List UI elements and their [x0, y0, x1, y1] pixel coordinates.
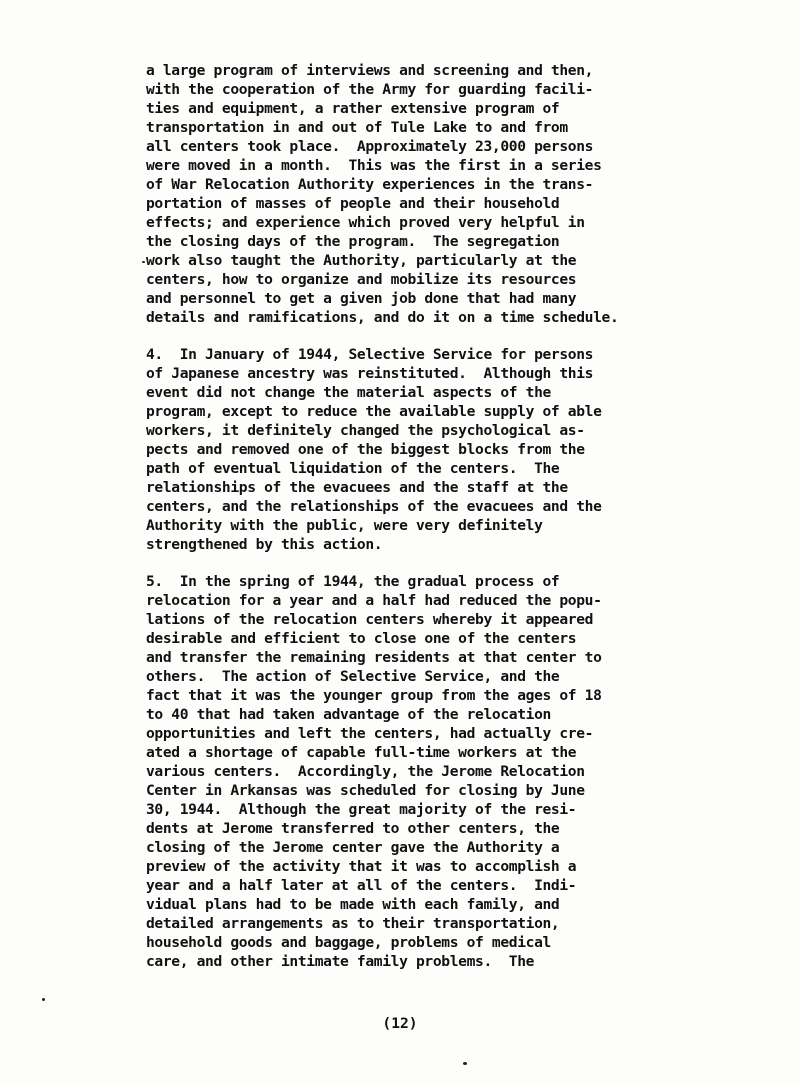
- page-number: (12): [382, 1015, 418, 1032]
- text-line: program, except to reduce the available supply of able: [146, 403, 602, 420]
- text-line: Authority with the public, were very definitely: [146, 517, 543, 534]
- text-line: dents at Jerome transferred to other centers, the: [146, 820, 560, 837]
- text-line: others. The action of Selective Service, and the: [146, 668, 560, 685]
- scan-speck: [42, 998, 45, 1001]
- text-line: lations of the relocation centers whereby it appeared: [146, 611, 594, 628]
- text-line: opportunities and left the centers, had actually cre-: [146, 725, 594, 742]
- text-line: and transfer the remaining residents at that center to: [146, 649, 602, 666]
- text-line: all centers took place. Approximately 23,000 persons: [146, 138, 594, 155]
- text-line: relocation for a year and a half had reduced the popu-: [146, 592, 602, 609]
- text-line: pects and removed one of the biggest blocks from the: [146, 441, 585, 458]
- text-line: ated a shortage of capable full-time workers at the: [146, 744, 577, 761]
- text-line: strengthened by this action.: [146, 536, 383, 553]
- scan-speck: [142, 261, 145, 263]
- text-line: centers, and the relationships of the evacuees and the: [146, 498, 602, 515]
- text-line: various centers. Accordingly, the Jerome Relocation: [146, 763, 585, 780]
- text-line: the closing days of the program. The segregation: [146, 233, 560, 250]
- body-text: [146, 61, 686, 989]
- text-line: work also taught the Authority, particularly at the: [146, 252, 577, 269]
- text-line: workers, it definitely changed the psychological as-: [146, 422, 585, 439]
- scan-speck: [463, 1062, 467, 1065]
- paragraph: [146, 572, 686, 971]
- paragraph: [146, 345, 686, 554]
- text-line: of Japanese ancestry was reinstituted. Although this: [146, 365, 594, 382]
- text-line: fact that it was the younger group from the ages of 18: [146, 687, 602, 704]
- text-line: year and a half later at all of the centers. Indi-: [146, 877, 577, 894]
- text-line: effects; and experience which proved very helpful in: [146, 214, 585, 231]
- text-line: household goods and baggage, problems of medical: [146, 934, 551, 951]
- text-line: 4. In January of 1944, Selective Service for persons: [146, 346, 594, 363]
- text-line: to 40 that had taken advantage of the relocation: [146, 706, 551, 723]
- text-line: Center in Arkansas was scheduled for closing by June: [146, 782, 585, 799]
- text-line: of War Relocation Authority experiences in the trans-: [146, 176, 594, 193]
- text-line: preview of the activity that it was to accomplish a: [146, 858, 577, 875]
- text-line: with the cooperation of the Army for guarding facili-: [146, 81, 594, 98]
- text-line: relationships of the evacuees and the staff at the: [146, 479, 568, 496]
- text-line: 30, 1944. Although the great majority of the resi-: [146, 801, 577, 818]
- text-line: ties and equipment, a rather extensive program of: [146, 100, 560, 117]
- text-line: care, and other intimate family problems. The: [146, 953, 535, 970]
- text-line: a large program of interviews and screening and then,: [146, 62, 594, 79]
- text-line: vidual plans had to be made with each family, and: [146, 896, 560, 913]
- text-line: 5. In the spring of 1944, the gradual process of: [146, 573, 560, 590]
- text-line: event did not change the material aspects of the: [146, 384, 551, 401]
- paragraph: [146, 61, 686, 327]
- text-line: transportation in and out of Tule Lake to and from: [146, 119, 568, 136]
- text-line: portation of masses of people and their household: [146, 195, 560, 212]
- text-line: were moved in a month. This was the first in a series: [146, 157, 602, 174]
- text-line: closing of the Jerome center gave the Authority a: [146, 839, 560, 856]
- text-line: detailed arrangements as to their transportation,: [146, 915, 560, 932]
- text-line: centers, how to organize and mobilize its resources: [146, 271, 577, 288]
- text-line: path of eventual liquidation of the centers. The: [146, 460, 560, 477]
- text-line: desirable and efficient to close one of the centers: [146, 630, 577, 647]
- text-line: details and ramifications, and do it on a time schedule.: [146, 309, 619, 326]
- text-line: and personnel to get a given job done that had many: [146, 290, 577, 307]
